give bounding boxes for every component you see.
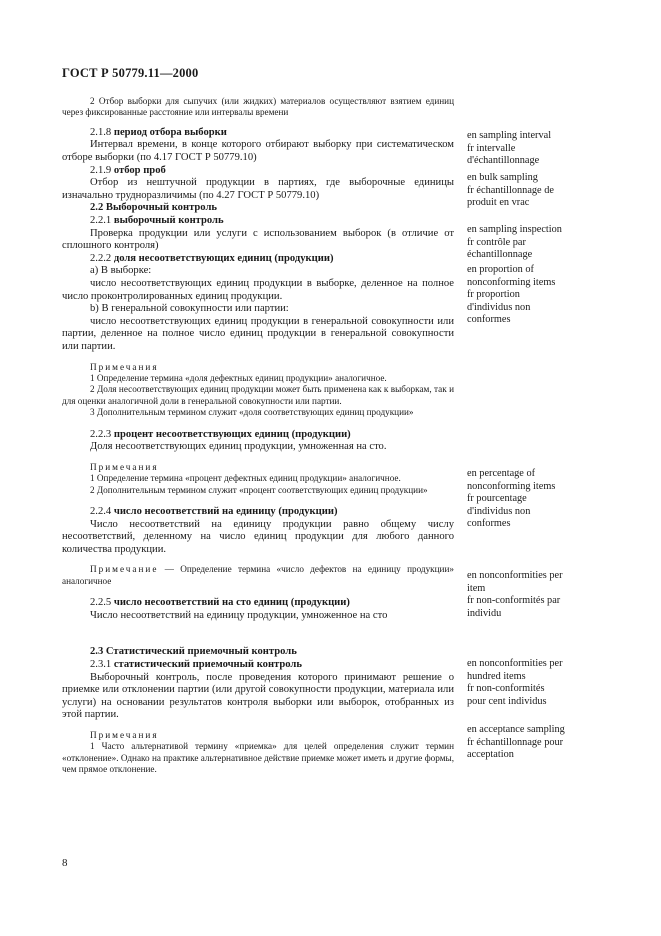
equivalent-line: fr pourcentage <box>467 493 527 505</box>
equivalent-line: en sampling inspection <box>467 224 562 235</box>
equivalent-line: fr intervalle <box>467 142 516 154</box>
note-item: 2 Дополнительным термином служит «процент соответствующих единиц продукции» <box>90 484 428 495</box>
term-number: 2.3.1 <box>90 658 112 670</box>
notes-heading: Примечания <box>90 461 159 472</box>
equivalent-line: nonconforming items <box>467 480 556 492</box>
term-2-1-8-definition: Интервал времени, в конце которого отбирают выборку при систематическом отборе выборки (по 4.17 ГОСТ Р 50779.10) <box>62 139 454 163</box>
equivalent-line: en sampling interval <box>467 130 552 141</box>
equivalent-line: d'individus non <box>467 301 531 313</box>
term-2-1-9-definition: Отбор из нештучной продукции в партиях, где выборочные единицы изначально трудноразличимы (по 4.27 ГОСТ Р 50779.10) <box>62 177 454 201</box>
equivalent-line: item <box>467 582 486 594</box>
term-title: выборочный контроль <box>113 214 224 226</box>
term-2-2-2-item-b: b) В генеральной совокупности или партии: <box>90 303 289 315</box>
equivalent-line: fr échantillonnage de <box>467 184 554 196</box>
term-2-2-4 <box>62 506 454 519</box>
term-number: 2.2.2 <box>90 252 112 264</box>
term-2-2-1 <box>62 215 454 228</box>
term-2-1-8 <box>62 127 454 140</box>
equivalent-line: d'individus non <box>467 505 531 517</box>
notes-heading: Примечания <box>90 729 159 740</box>
term-2-2-5-definition: Число несоответствий на единицу продукции, умноженное на сто <box>90 609 388 621</box>
equivalent-line: acceptation <box>467 749 514 761</box>
section-heading-2-3: 2.3 Статистический приемочный контроль <box>90 646 297 658</box>
equivalent-line: en percentage of <box>467 468 536 479</box>
section-heading-2-2: 2.2 Выборочный контроль <box>90 202 217 214</box>
term-title: период отбора выборки <box>113 126 227 138</box>
equivalents-2-3-1 <box>467 724 647 762</box>
equivalent-line: fr non-conformités <box>467 683 545 695</box>
term-2-2-3-definition: Доля несоответствующих единиц продукции, умноженная на сто. <box>90 441 387 453</box>
equivalent-line: produit en vrac <box>467 197 530 209</box>
equivalent-line: échantillonnage <box>467 249 533 261</box>
equivalents-2-2-2 <box>467 264 647 327</box>
page-number: 8 <box>62 857 68 869</box>
equivalents-2-2-1 <box>467 224 647 262</box>
term-title: статистический приемочный контроль <box>113 658 302 670</box>
term-2-3-1 <box>62 659 454 672</box>
equivalent-line: fr non-conformités par <box>467 595 561 607</box>
term-title: число несоответствий на единицу (продукции) <box>113 505 338 517</box>
note-item <box>62 564 454 587</box>
equivalent-line: individu <box>467 607 502 619</box>
equivalent-line: en bulk sampling <box>467 172 538 183</box>
term-2-3-1-definition: Выборочный контроль, после проведения которого принимают решение о приемке или отклонении партии (или другой совокупности продукции, материала или услуги) на основании результатов контроля выборки или выборок, отобранных из этой партии. <box>62 671 454 721</box>
equivalents-2-2-4 <box>467 570 647 620</box>
document-header: ГОСТ Р 50779.11—2000 <box>62 66 199 80</box>
term-2-2-2-item-a-definition: число несоответствующих единиц продукции в выборке, деленное на полное число проконтролированных единиц продукции. <box>62 277 454 302</box>
equivalent-line: hundred items <box>467 670 526 682</box>
equivalent-line: fr proportion <box>467 289 520 301</box>
note-sample: 2 Отбор выборки для сыпучих (или жидких) материалов осуществляют взятием единиц через фиксированные расстояние или интервалы времени <box>62 96 454 118</box>
term-number: 2.2.3 <box>90 428 112 440</box>
equivalents-2-1-8 <box>467 130 647 168</box>
equivalent-line: fr contrôle par <box>467 236 526 248</box>
equivalent-line: pour cent individus <box>467 695 547 707</box>
notes-heading: Примечания <box>90 361 159 372</box>
note-item: 1 Определение термина «процент дефектных единиц продукции» аналогичное. <box>90 473 401 484</box>
term-number: 2.1.8 <box>90 126 112 138</box>
term-number: 2.2.1 <box>90 214 112 226</box>
note-item: 1 Определение термина «доля дефектных единиц продукции» аналогичное. <box>90 372 387 383</box>
equivalents-2-2-5 <box>467 658 647 708</box>
equivalent-line: fr échantillonnage pour <box>467 736 564 748</box>
equivalent-line: en proportion of <box>467 264 534 275</box>
term-2-2-1-definition: Проверка продукции или услуги с использованием выборок (в отличие от сплошного контроля) <box>62 227 454 252</box>
term-2-2-4-definition: Число несоответствий на единицу продукции равно общему числу несоответствий, деленному на число единиц продукции для любого данного количества продукции. <box>62 518 454 555</box>
term-2-2-5 <box>62 597 454 610</box>
term-number: 2.2.4 <box>90 505 112 517</box>
equivalent-line: conformes <box>467 314 511 326</box>
equivalents-2-1-9 <box>467 172 647 210</box>
equivalents-2-2-3 <box>467 468 647 531</box>
note-item: 2 Доля несоответствующих единиц продукции может быть применена как к выборкам, так и для оценки аналогичной доли в генеральной совокупности или партии. <box>62 384 454 406</box>
main-column <box>62 96 454 776</box>
equivalent-line: conformes <box>467 518 511 530</box>
term-number: 2.2.5 <box>90 597 112 609</box>
term-2-2-2-item-b-definition: число несоответствующих единиц продукции в генеральной совокупности или партии, деленное на полное число единиц продукции в генеральной совокупности или партии. <box>62 315 454 352</box>
note-text: — Определение термина «число дефектов на единицу продукции» аналогичное <box>62 564 454 586</box>
term-title: процент несоответствующих единиц (продукции) <box>113 428 351 440</box>
term-title: отбор проб <box>113 164 166 176</box>
term-2-2-2-item-a: а) В выборке: <box>90 265 152 277</box>
term-2-1-9 <box>62 165 454 178</box>
note-item: 3 Дополнительным термином служит «доля соответствующих единиц продукции» <box>90 407 414 418</box>
equivalent-line: d'échantillonnage <box>467 155 540 167</box>
note-heading: Примечание <box>90 564 159 575</box>
equivalent-line: en acceptance sampling <box>467 724 565 735</box>
equivalent-line: nonconforming items <box>467 276 556 288</box>
note-item: 1 Часто альтернативой термину «приемка» для целей определения служит термин «отклонение». Однако на практике альтернативное действие приемке может иметь и другие формы, чем прямое отклонение. <box>62 741 454 775</box>
term-2-2-2 <box>62 253 454 266</box>
term-2-2-3 <box>62 429 454 442</box>
term-title: доля несоответствующих единиц (продукции) <box>113 252 334 264</box>
term-title: число несоответствий на сто единиц (продукции) <box>113 597 350 609</box>
equivalent-line: en nonconformities per <box>467 570 563 581</box>
equivalent-line: en nonconformities per <box>467 658 563 669</box>
term-number: 2.1.9 <box>90 164 112 176</box>
